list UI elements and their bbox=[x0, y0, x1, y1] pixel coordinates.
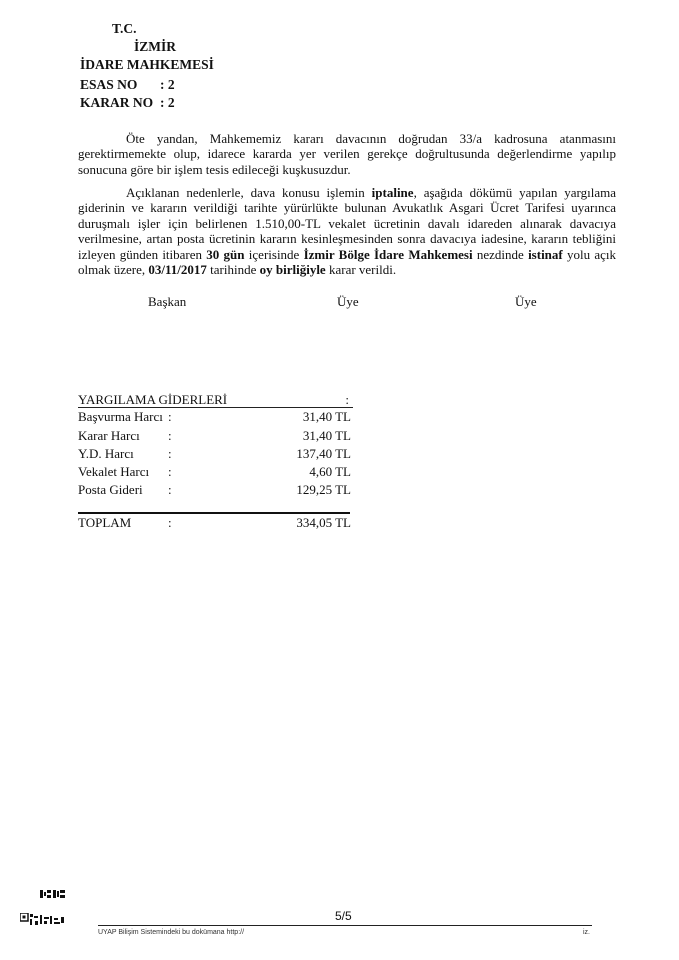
header-city: İZMİR bbox=[134, 39, 177, 54]
footer-note: UYAP Bilişim Sistemindeki bu dokümana http:// bbox=[98, 929, 245, 936]
total-row: TOPLAM : 334,05 TL bbox=[78, 515, 351, 530]
header-court: İDARE MAHKEMESİ bbox=[80, 57, 214, 72]
signature-member-2: Üye bbox=[515, 294, 537, 309]
signature-president: Başkan bbox=[148, 294, 187, 309]
total-rule bbox=[78, 512, 350, 514]
footer-note-end: iz. bbox=[583, 929, 590, 936]
expense-row: Başvurma Harcı : 31,40 TL bbox=[78, 409, 351, 424]
karar-label: KARAR NO bbox=[80, 95, 154, 110]
expense-row: Vekalet Harcı : 4,60 TL bbox=[78, 464, 351, 479]
signature-member-1: Üye bbox=[337, 294, 359, 309]
expense-row: Karar Harcı : 31,40 TL bbox=[78, 428, 351, 443]
page-number: 5/5 bbox=[335, 909, 352, 923]
expenses-title-rule bbox=[78, 407, 353, 408]
barcode-icon bbox=[40, 886, 66, 904]
footer-rule bbox=[98, 925, 592, 926]
paragraph-1: Öte yandan, Mahkememiz kararı davacının doğrudan 33/a kadrosuna atanmasını gerektirmemekte olup, idarece kararda yer verilen gerekçe doğrultusunda değerlendirme yapılıp sonucuna göre bir işlem tesis edileceği kuşkusuzdur. bbox=[78, 131, 616, 177]
karar-value: : 2 bbox=[160, 95, 175, 110]
expenses-title: YARGILAMA GİDERLERİ : bbox=[78, 392, 349, 407]
expense-row: Y.D. Harcı : 137,40 TL bbox=[78, 446, 351, 461]
expense-row: Posta Gideri : 129,25 TL bbox=[78, 482, 351, 497]
esas-value: : 2 bbox=[160, 77, 175, 92]
paragraph-2: Açıklanan nedenlerle, dava konusu işlemin iptaline, aşağıda dökümü yapılan yargılama giderinin ve kararın verildiği tarihte yürürlükte bulunan Avukatlık Asgari Ücret Tarifesi uyarınca duruşmalı işler için belirlenen 1.510,00-TL vekalet ücretinin davalı idareden alınarak davacıya verilmesine, artan posta ücretinin kararın kesinleşmesinden sonra davacıya iadesine, kararın tebliğini izleyen günden itibaren 30 gün içerisinde İzmir Bölge İdare Mahkemesi nezdinde istinaf yolu açık olmak üzere, 03/11/2017 tarihinde oy birliğiyle karar verildi. bbox=[78, 185, 617, 278]
qr-code-icon bbox=[20, 913, 66, 932]
esas-label: ESAS NO bbox=[80, 77, 138, 92]
header-tc: T.C. bbox=[112, 21, 137, 36]
